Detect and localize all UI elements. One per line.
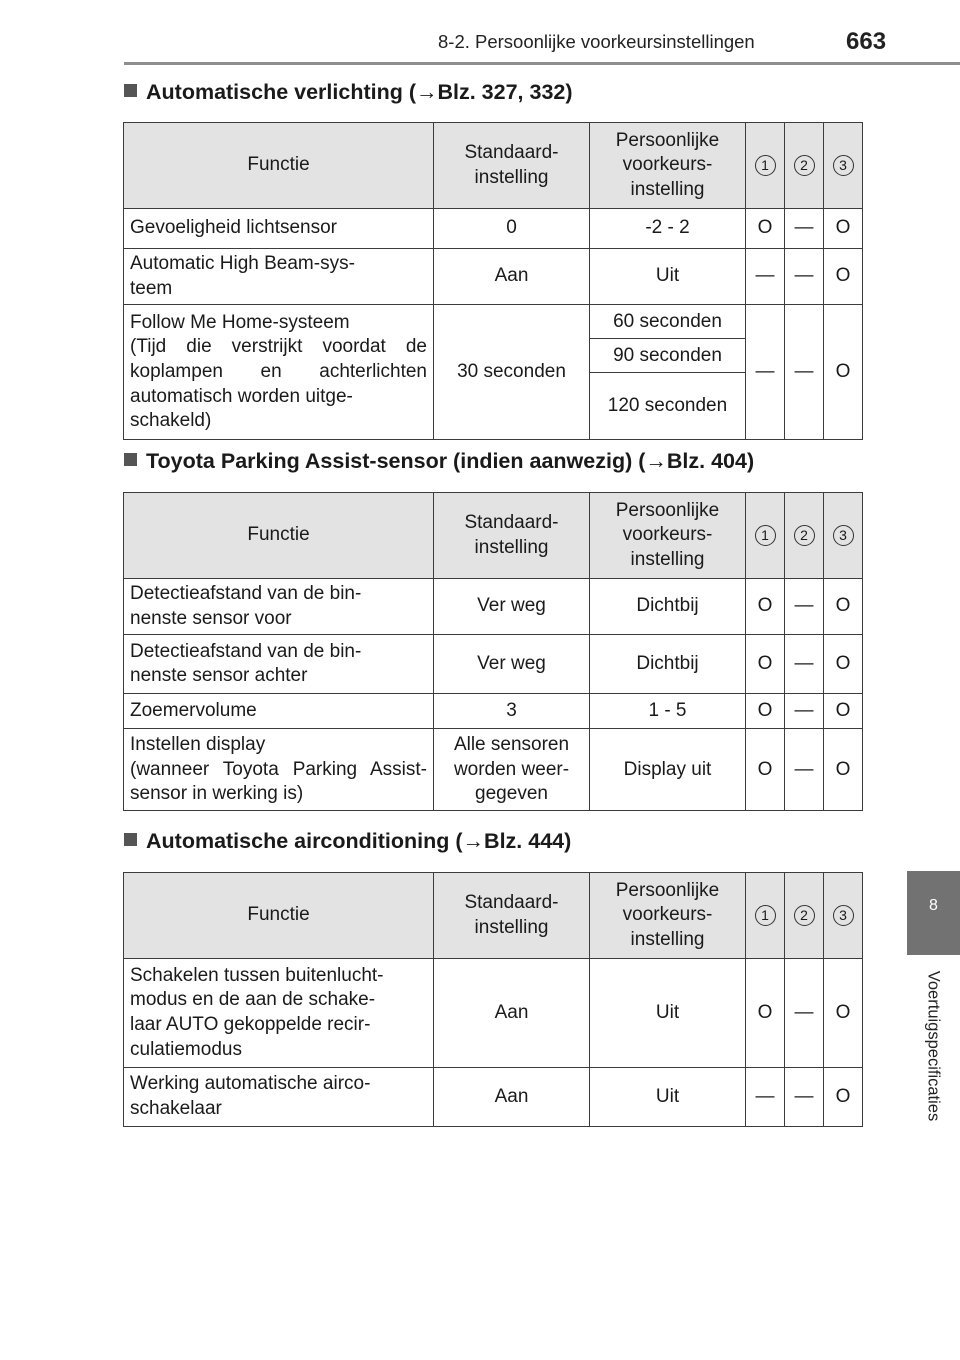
function-cell: Instellen display (wanneer Toyota Parking Assist-sensor in werking is): [124, 729, 434, 811]
personal-value-cell: Uit: [590, 959, 746, 1068]
table-header-row: [124, 123, 863, 209]
method-1-cell: O: [746, 959, 785, 1068]
function-cell: Schakelen tussen buitenlucht- modus en de aan de schake- laar AUTO gekoppelde recir- culatiemodus: [124, 959, 434, 1068]
personal-value-cell: Dichtbij: [590, 635, 746, 694]
method-2-cell: —: [785, 635, 824, 694]
table-row: [124, 1068, 863, 1127]
circled-number-2-icon: 2: [794, 525, 815, 546]
chapter-number: 8: [929, 897, 938, 914]
personal-option-cell: 90 seconden: [590, 339, 746, 373]
section-heading-text: Automatische verlichting (→Blz. 327, 332): [146, 80, 573, 104]
method-1-cell: —: [746, 305, 785, 440]
method-1-cell: —: [746, 1068, 785, 1127]
column-header-method-2: [785, 123, 824, 209]
method-2-cell: —: [785, 209, 824, 249]
square-bullet-icon: [124, 84, 137, 97]
personal-option-cell: 120 seconden: [590, 373, 746, 440]
table-row: [124, 694, 863, 729]
circled-number-3-icon: 3: [833, 525, 854, 546]
column-header-method-3: [824, 123, 863, 209]
method-2-cell: —: [785, 694, 824, 729]
section-title: 8-2. Persoonlijke voorkeursinstellingen: [438, 31, 755, 52]
method-3-cell: O: [824, 209, 863, 249]
personal-value-cell: Dichtbij: [590, 579, 746, 635]
default-value-cell: 3: [434, 694, 590, 729]
column-header-default: Standaard- instelling: [434, 123, 590, 209]
personal-value-cell: Uit: [590, 1068, 746, 1127]
method-3-cell: O: [824, 635, 863, 694]
column-header-method-2: [785, 873, 824, 959]
method-3-cell: O: [824, 579, 863, 635]
settings-table: [123, 122, 863, 440]
column-header-method-3: [824, 493, 863, 579]
column-header-function: Functie: [124, 123, 434, 209]
circled-number-2-icon: 2: [794, 905, 815, 926]
chapter-tab: [907, 871, 960, 955]
method-1-cell: —: [746, 249, 785, 305]
method-2-cell: —: [785, 305, 824, 440]
circled-number-1-icon: 1: [755, 525, 776, 546]
column-header-personal: Persoonlijke voorkeurs- instelling: [590, 493, 746, 579]
function-cell: Werking automatische airco- schakelaar: [124, 1068, 434, 1127]
column-header-personal: Persoonlijke voorkeurs- instelling: [590, 873, 746, 959]
function-cell: Automatic High Beam-sys- teem: [124, 249, 434, 305]
table-row: [124, 959, 863, 1068]
default-value-cell: Ver weg: [434, 579, 590, 635]
method-1-cell: O: [746, 729, 785, 811]
column-header-function: Functie: [124, 493, 434, 579]
header-divider: [124, 62, 960, 65]
circled-number-3-icon: 3: [833, 905, 854, 926]
section-heading: [124, 80, 573, 105]
column-header-default: Standaard- instelling: [434, 873, 590, 959]
method-1-cell: O: [746, 579, 785, 635]
section-heading: [124, 449, 754, 474]
column-header-method-3: [824, 873, 863, 959]
personal-value-cell: Display uit: [590, 729, 746, 811]
default-value-cell: Aan: [434, 1068, 590, 1127]
column-header-default: Standaard- instelling: [434, 493, 590, 579]
method-2-cell: —: [785, 249, 824, 305]
method-3-cell: O: [824, 305, 863, 440]
method-2-cell: —: [785, 579, 824, 635]
circled-number-1-icon: 1: [755, 155, 776, 176]
circled-number-3-icon: 3: [833, 155, 854, 176]
function-cell: Gevoeligheid lichtsensor: [124, 209, 434, 249]
function-cell: Follow Me Home-systeem (Tijd die verstrijkt voordat de koplampen en achterlichten automatisch worden uitge- schakeld): [124, 305, 434, 440]
function-cell: Zoemervolume: [124, 694, 434, 729]
table-row: [124, 635, 863, 694]
column-header-method-1: [746, 493, 785, 579]
table-row: [124, 729, 863, 811]
square-bullet-icon: [124, 453, 137, 466]
method-2-cell: —: [785, 1068, 824, 1127]
default-value-cell: 0: [434, 209, 590, 249]
square-bullet-icon: [124, 833, 137, 846]
default-value-cell: Aan: [434, 959, 590, 1068]
method-3-cell: O: [824, 694, 863, 729]
column-header-personal: Persoonlijke voorkeurs- instelling: [590, 123, 746, 209]
table-row: [124, 305, 863, 339]
personal-option-cell: 60 seconden: [590, 305, 746, 339]
function-cell: Detectieafstand van de bin- nenste sensor achter: [124, 635, 434, 694]
circled-number-1-icon: 1: [755, 905, 776, 926]
table-row: [124, 579, 863, 635]
method-2-cell: —: [785, 959, 824, 1068]
method-1-cell: O: [746, 209, 785, 249]
method-3-cell: O: [824, 249, 863, 305]
method-3-cell: O: [824, 1068, 863, 1127]
function-cell: Detectieafstand van de bin- nenste sensor voor: [124, 579, 434, 635]
page-number: 663: [846, 28, 887, 55]
section-heading-text: Toyota Parking Assist-sensor (indien aanwezig) (→Blz. 404): [146, 449, 755, 473]
method-1-cell: O: [746, 635, 785, 694]
default-value-cell: Ver weg: [434, 635, 590, 694]
settings-table: [123, 872, 863, 1127]
settings-table: [123, 492, 863, 811]
table-row: [124, 249, 863, 305]
table-row: [124, 209, 863, 249]
method-2-cell: —: [785, 729, 824, 811]
chapter-title: Voertuigspecificaties: [924, 970, 943, 1122]
default-value-cell: Alle sensoren worden weer- gegeven: [434, 729, 590, 811]
section-heading: [124, 829, 571, 854]
personal-value-cell: -2 - 2: [590, 209, 746, 249]
column-header-function: Functie: [124, 873, 434, 959]
method-1-cell: O: [746, 694, 785, 729]
column-header-method-2: [785, 493, 824, 579]
column-header-method-1: [746, 123, 785, 209]
method-3-cell: O: [824, 729, 863, 811]
table-header-row: [124, 493, 863, 579]
column-header-method-1: [746, 873, 785, 959]
personal-value-cell: 1 - 5: [590, 694, 746, 729]
method-3-cell: O: [824, 959, 863, 1068]
default-value-cell: Aan: [434, 249, 590, 305]
personal-value-cell: Uit: [590, 249, 746, 305]
section-heading-text: Automatische airconditioning (→Blz. 444): [146, 829, 572, 853]
circled-number-2-icon: 2: [794, 155, 815, 176]
table-header-row: [124, 873, 863, 959]
default-value-cell: 30 seconden: [434, 305, 590, 440]
